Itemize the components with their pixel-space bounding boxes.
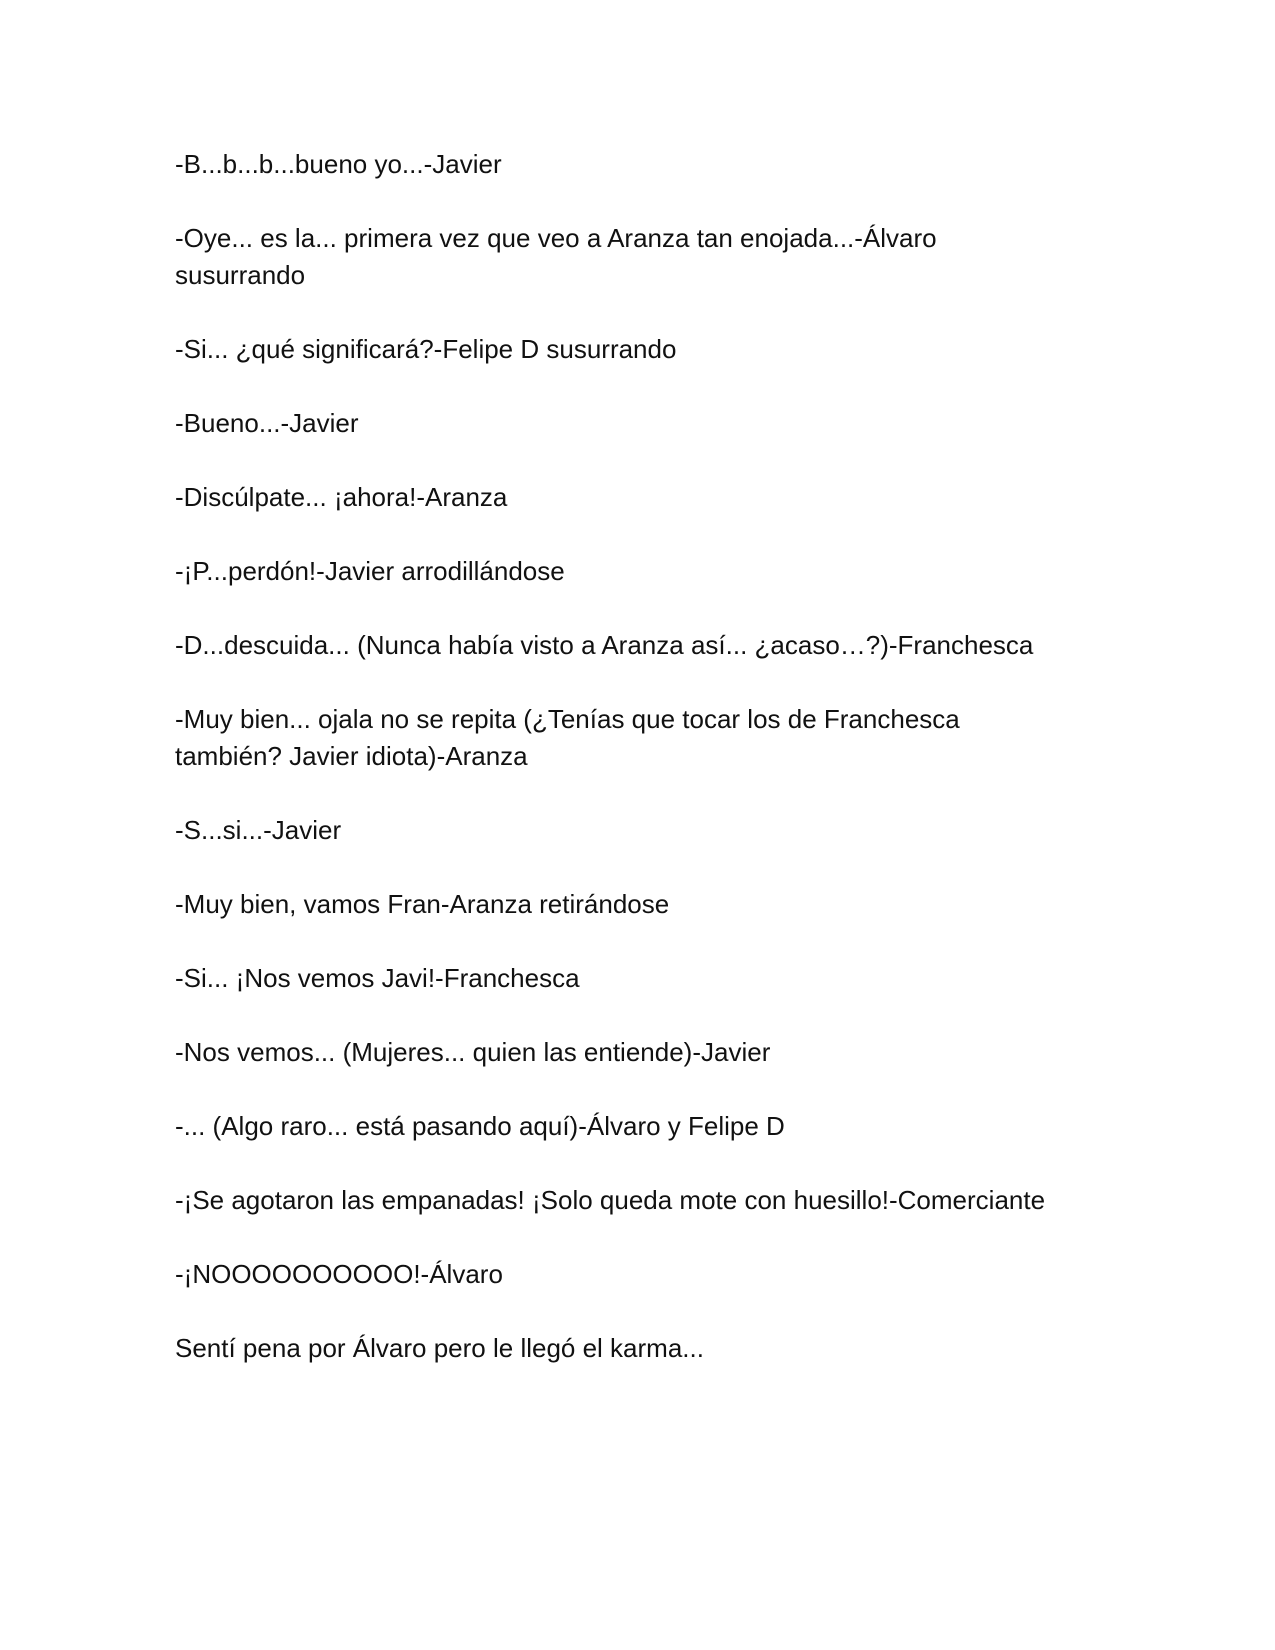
paragraph-4: -Bueno...-Javier [175,408,359,438]
paragraph-9: -S...si...-Javier [175,815,342,845]
paragraph-6: -¡P...perdón!-Javier arrodillándose [175,556,565,586]
paragraph-1: -B...b...b...bueno yo...-Javier [175,149,502,179]
paragraph-16: Sentí pena por Álvaro pero le llegó el karma... [175,1333,704,1363]
paragraph-7: -D...descuida... (Nunca había visto a Aranza así... ¿acaso…?)-Franchesca [175,630,1034,660]
paragraph-11: -Si... ¡Nos vemos Javi!-Franchesca [175,963,580,993]
paragraph-10: -Muy bien, vamos Fran-Aranza retirándose [175,889,670,919]
paragraph-13: -... (Algo raro... está pasando aquí)-Álvaro y Felipe D [175,1111,785,1141]
paragraph-12: -Nos vemos... (Mujeres... quien las entiende)-Javier [175,1037,771,1067]
paragraph-2: -Oye... es la... primera vez que veo a Aranza tan enojada...-Álvaro susurrando [175,223,937,290]
paragraph-8: -Muy bien... ojala no se repita (¿Tenías que tocar los de Franchesca también? Javier idiota)-Aranza [175,704,960,771]
paragraph-14: -¡Se agotaron las empanadas! ¡Solo queda mote con huesillo!-Comerciante [175,1185,1046,1215]
paragraph-3: -Si... ¿qué significará?-Felipe D susurrando [175,334,677,364]
paragraph-15: -¡NOOOOOOOOOO!-Álvaro [175,1259,503,1289]
document-body [175,146,1055,1404]
paragraph-5: -Discúlpate... ¡ahora!-Aranza [175,482,508,512]
